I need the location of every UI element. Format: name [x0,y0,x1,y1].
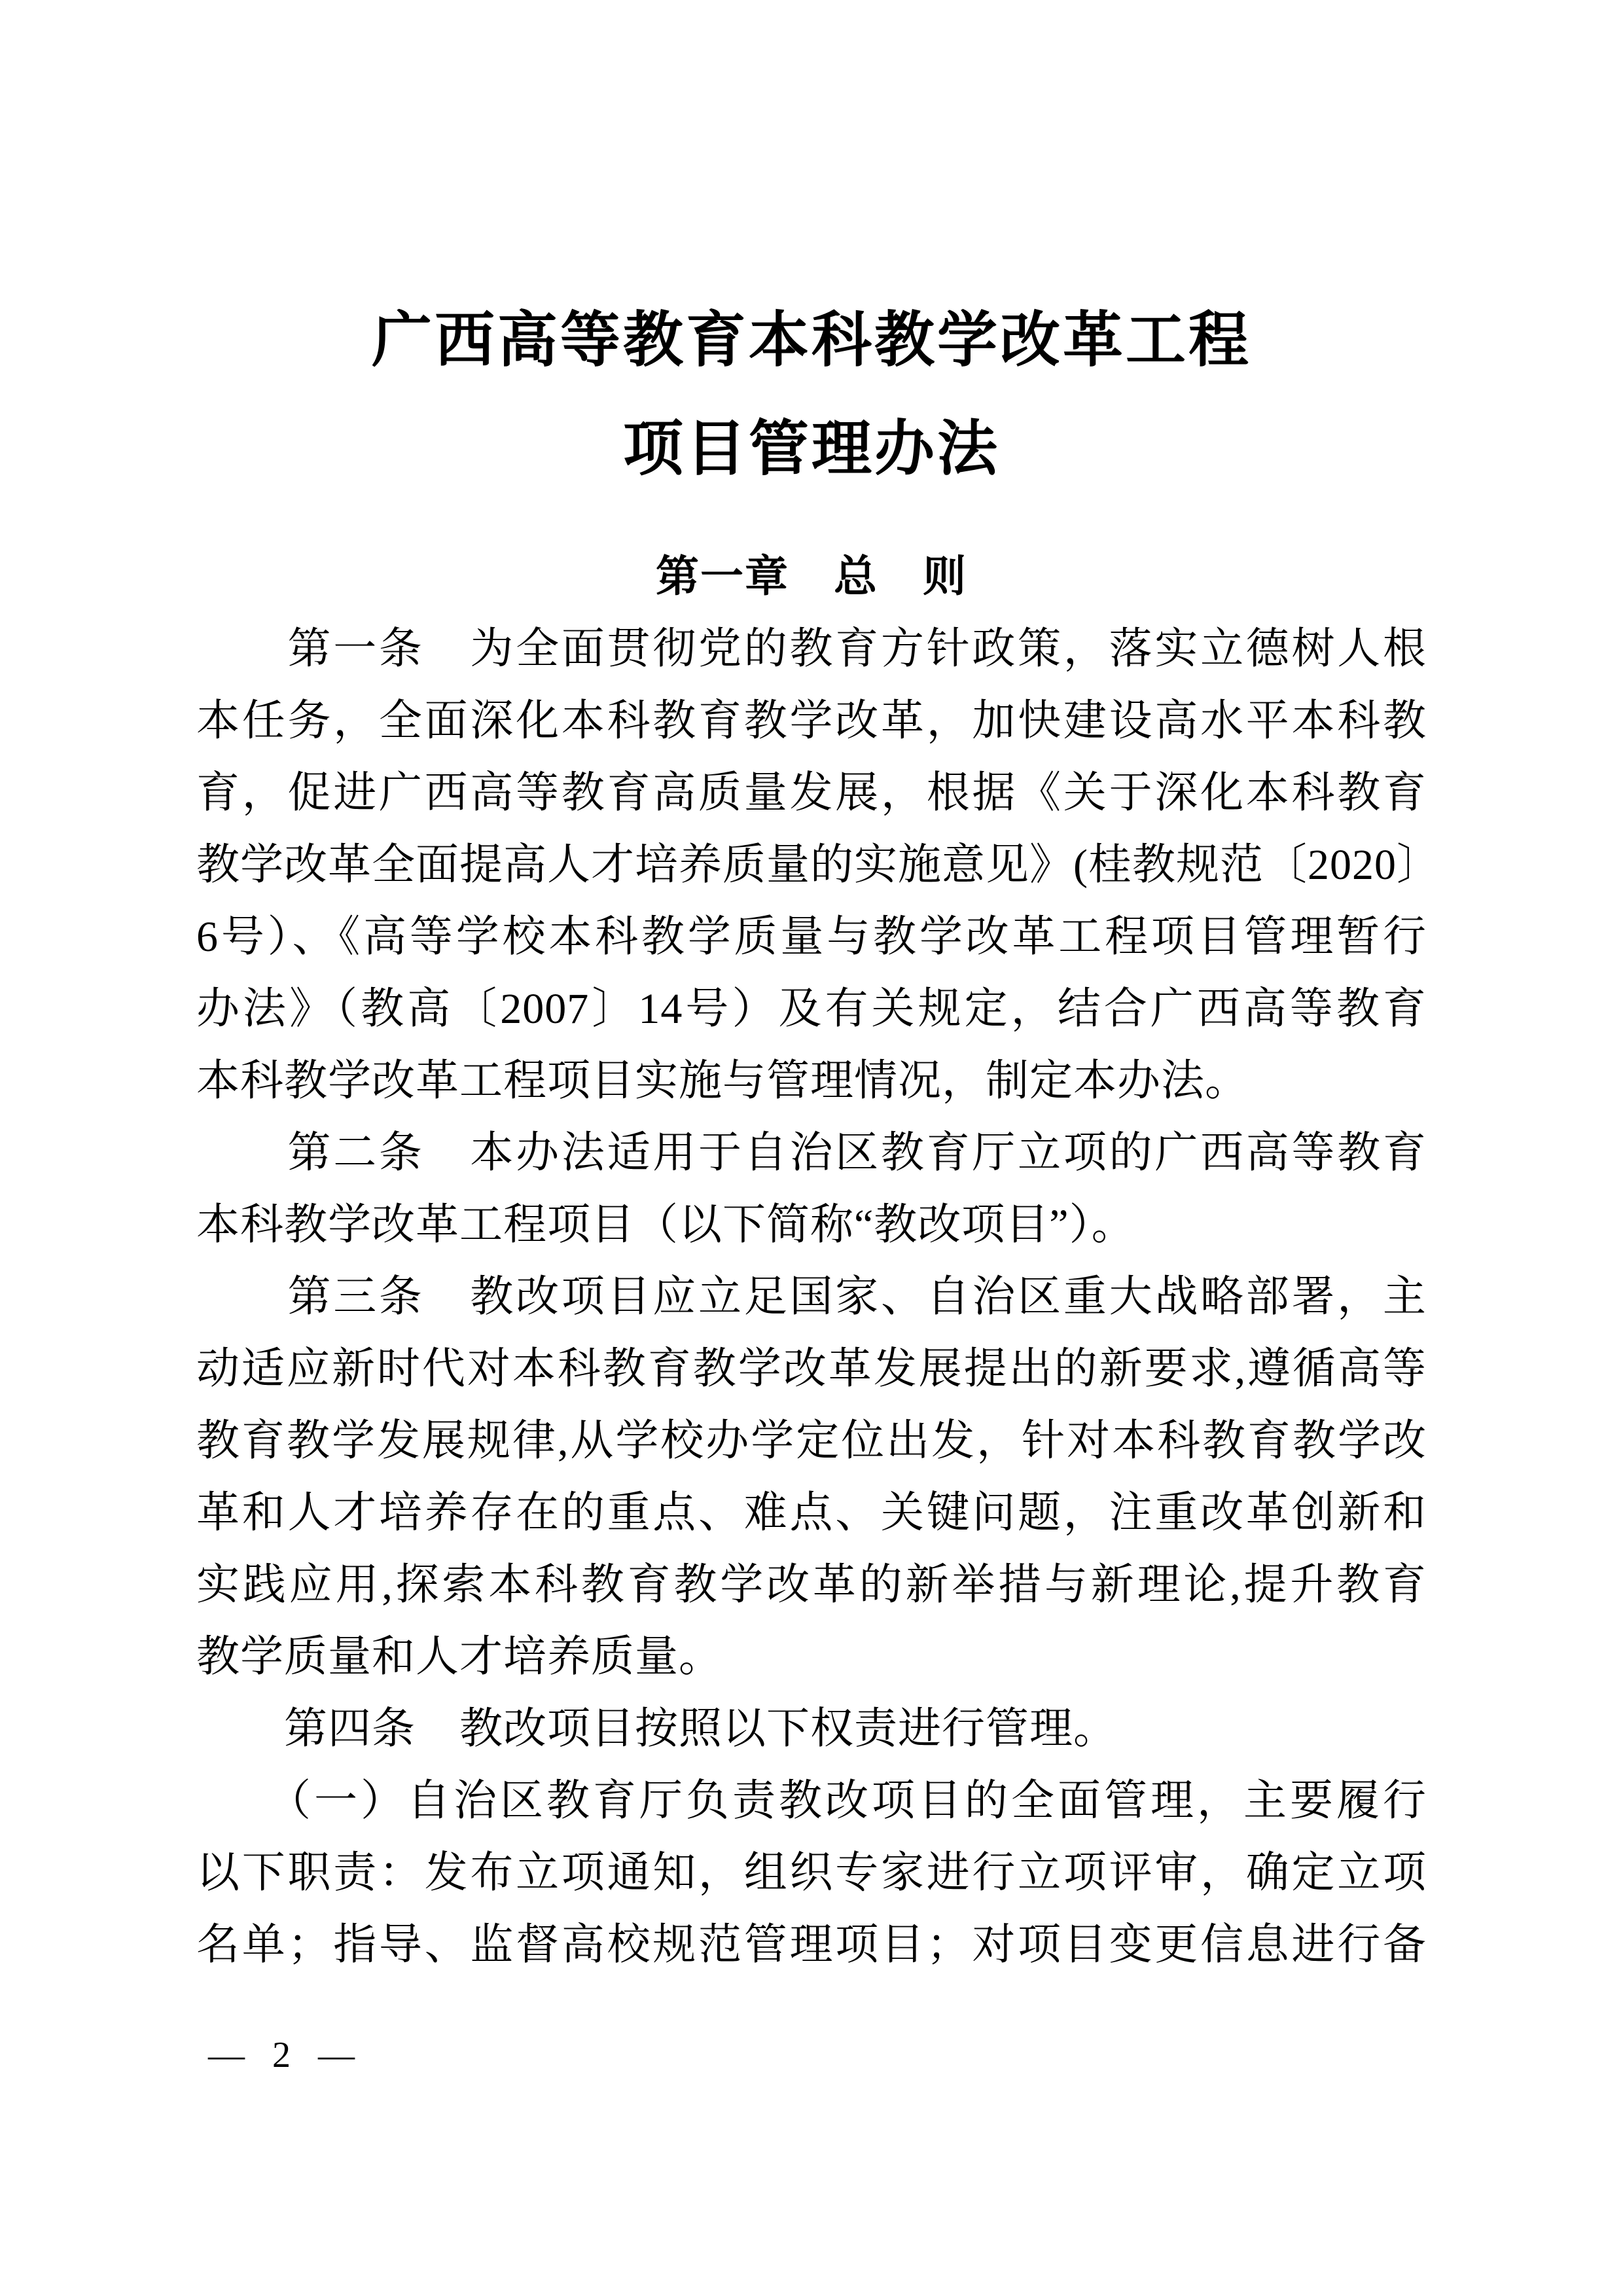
body-text-line: 办法》（教高〔2007〕14号）及有关规定，结合广西高等教育 [196,985,1427,1033]
body-text-line: 动适应新时代对本科教育教学改革发展提出的新要求,遵循高等 [196,1345,1427,1393]
body-text-line: 以下职责：发布立项通知，组织专家进行立项评审，确定立项 [196,1849,1427,1897]
chapter-heading: 第一章 总 则 [656,552,967,600]
body-text-line: 教育教学发展规律,从学校办学定位出发，针对本科教育教学改 [196,1417,1427,1465]
body-text-line: 实践应用,探索本科教育教学改革的新举措与新理论,提升教育 [196,1561,1427,1609]
body-text-line: 第三条 教改项目应立足国家、自治区重大战略部署，主 [196,1273,1427,1321]
body-text-line: 革和人才培养存在的重点、难点、关键问题，注重改革创新和 [196,1489,1427,1537]
body-text-line: 第一条 为全面贯彻党的教育方针政策，落实立德树人根 [196,625,1427,673]
body-text-block [196,613,1440,1981]
document-title-line-2: 项目管理办法 [622,416,1000,482]
body-text-line: （一）自治区教育厅负责教改项目的全面管理，主要履行 [196,1777,1427,1825]
body-text-line: 6号）、《高等学校本科教学质量与教学改革工程项目管理暂行 [196,913,1427,961]
body-text-line: 教学改革全面提高人才培养质量的实施意见》(桂教规范〔2020〕 [196,841,1440,889]
page-number: — 2 — [208,2035,364,2075]
body-text-line: 名单；指导、监督高校规范管理项目；对项目变更信息进行备 [196,1921,1427,1969]
body-text-line: 本科教学改革工程项目实施与管理情况，制定本办法。 [196,1057,1249,1105]
body-text-line: 第二条 本办法适用于自治区教育厅立项的广西高等教育 [196,1129,1427,1177]
body-text-line: 育，促进广西高等教育高质量发展，根据《关于深化本科教育 [196,769,1427,817]
document-title [196,286,1427,503]
body-text-line: 教学质量和人才培养质量。 [196,1633,722,1681]
document-title-line-1: 广西高等教育本科教学改革工程 [371,307,1251,374]
body-text-line: 本任务，全面深化本科教育教学改革，加快建设高水平本科教 [196,697,1427,745]
body-text-line: 第四条 教改项目按照以下权责进行管理。 [196,1705,1117,1753]
body-text-line: 本科教学改革工程项目（以下简称“教改项目”）。 [196,1201,1135,1249]
